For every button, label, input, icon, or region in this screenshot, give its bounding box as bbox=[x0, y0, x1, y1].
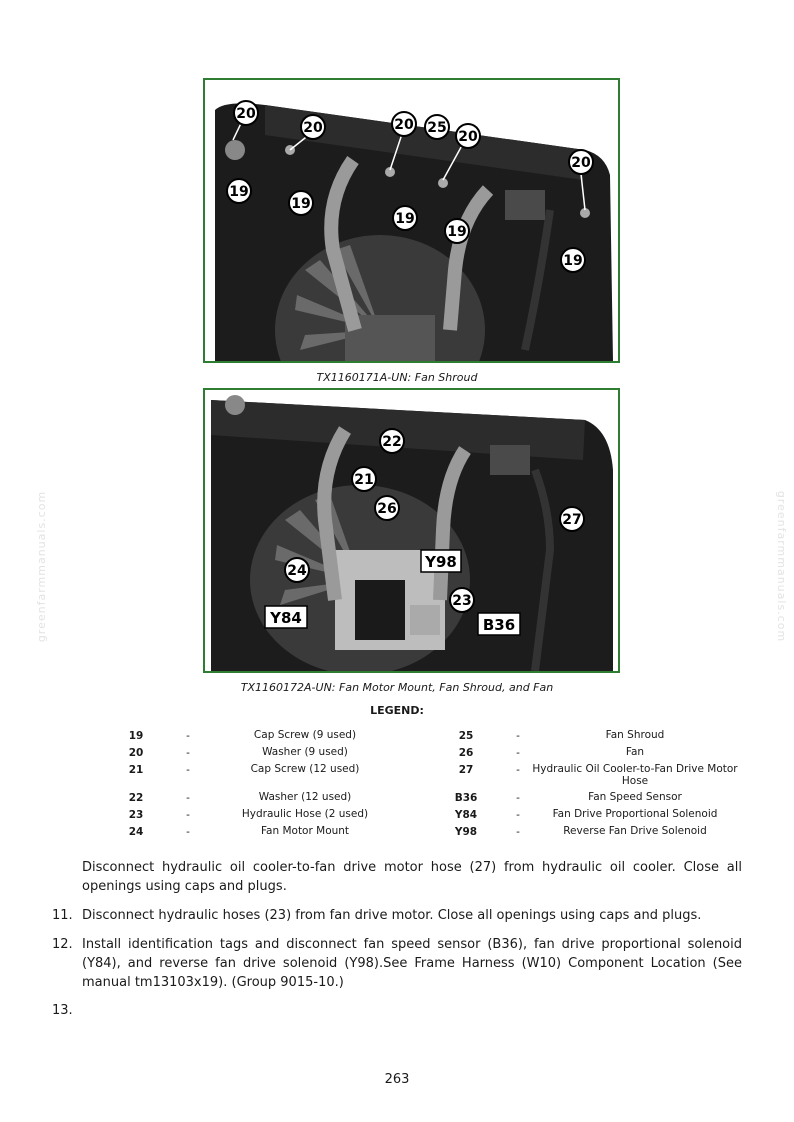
legend-dash: - bbox=[186, 809, 190, 821]
callout-label bbox=[478, 613, 520, 635]
svg-text:19: 19 bbox=[447, 224, 467, 240]
step-text bbox=[82, 1001, 742, 1020]
legend-num: 26 bbox=[458, 747, 474, 759]
legend-desc: Fan Drive Proportional Solenoid bbox=[552, 808, 718, 820]
figure-caption: TX1160171A-UN: Fan Shroud bbox=[316, 371, 478, 384]
legend-num: Y84 bbox=[454, 809, 478, 821]
callout-bubble bbox=[234, 101, 258, 125]
step-text: Disconnect hydraulic hoses (23) from fan drive motor. Close all openings using caps and plugs. bbox=[82, 908, 702, 923]
legend-desc: Hydraulic Hose (2 used) bbox=[241, 808, 369, 820]
legend-title: LEGEND: bbox=[370, 704, 424, 717]
svg-text:Y84: Y84 bbox=[270, 609, 302, 627]
step-number: 11. bbox=[52, 908, 73, 923]
legend-desc: Washer (9 used) bbox=[262, 746, 348, 758]
legend-dash: - bbox=[186, 826, 190, 838]
legend-dash: - bbox=[186, 747, 190, 759]
legend-desc: Fan Shroud bbox=[605, 729, 665, 741]
step-item bbox=[52, 1001, 742, 1020]
legend-desc: Cap Screw (12 used) bbox=[250, 763, 360, 775]
callout-bubble bbox=[569, 150, 593, 174]
legend-dash: - bbox=[516, 730, 520, 742]
legend-num: 27 bbox=[458, 764, 474, 776]
legend-num: 25 bbox=[458, 730, 474, 742]
page-number: 263 bbox=[384, 1072, 410, 1087]
callout-bubble bbox=[445, 219, 469, 243]
legend-num: 20 bbox=[128, 747, 144, 759]
svg-text:24: 24 bbox=[287, 563, 307, 579]
svg-text:B36: B36 bbox=[482, 616, 516, 634]
callout-bubble bbox=[392, 112, 416, 136]
legend-dash: - bbox=[516, 792, 520, 804]
figure-caption: TX1160172A-UN: Fan Motor Mount, Fan Shroud, and Fan bbox=[240, 681, 554, 694]
legend-dash: - bbox=[516, 809, 520, 821]
callout-bubble bbox=[227, 179, 251, 203]
fig1-callouts bbox=[203, 78, 620, 363]
legend-num: 24 bbox=[128, 826, 144, 838]
legend-row bbox=[88, 792, 748, 809]
callout-bubble bbox=[352, 467, 376, 491]
svg-text:23: 23 bbox=[452, 593, 472, 609]
callout-bubble bbox=[285, 558, 309, 582]
legend-desc: Fan Speed Sensor bbox=[588, 791, 682, 803]
legend-num: Y98 bbox=[454, 826, 478, 838]
callout-label bbox=[421, 550, 461, 572]
legend-num: B36 bbox=[454, 792, 478, 804]
svg-text:27: 27 bbox=[562, 512, 582, 528]
callout-bubble bbox=[450, 588, 474, 612]
callout-bubble bbox=[393, 206, 417, 230]
legend-num: 21 bbox=[128, 764, 144, 776]
legend-num: 22 bbox=[128, 792, 144, 804]
svg-text:25: 25 bbox=[427, 120, 447, 136]
svg-text:22: 22 bbox=[382, 434, 402, 450]
legend-dash: - bbox=[186, 764, 190, 776]
svg-text:19: 19 bbox=[563, 253, 583, 269]
svg-text:19: 19 bbox=[229, 184, 249, 200]
legend-dash: - bbox=[186, 792, 190, 804]
legend-row bbox=[88, 809, 748, 826]
legend-desc: Washer (12 used) bbox=[258, 791, 352, 803]
legend-desc: Fan Motor Mount bbox=[260, 825, 350, 837]
callout-bubble bbox=[289, 191, 313, 215]
svg-text:19: 19 bbox=[291, 196, 311, 212]
watermark-right: greenfarmmanuals.com bbox=[775, 490, 789, 643]
callout-bubble bbox=[380, 429, 404, 453]
callout-bubble bbox=[375, 496, 399, 520]
callout-bubble bbox=[561, 248, 585, 272]
svg-text:19: 19 bbox=[395, 211, 415, 227]
callout-bubble bbox=[301, 115, 325, 139]
svg-text:20: 20 bbox=[303, 120, 323, 136]
step-item bbox=[52, 906, 742, 925]
legend-dash: - bbox=[516, 826, 520, 838]
svg-text:20: 20 bbox=[236, 106, 256, 122]
instruction-paragraph: Disconnect hydraulic oil cooler-to-fan drive motor hose (27) from hydraulic oil cooler. Close all openings using caps and plugs. bbox=[82, 860, 742, 894]
legend-row bbox=[88, 764, 748, 792]
svg-text:26: 26 bbox=[377, 501, 397, 517]
legend-table bbox=[88, 730, 748, 843]
svg-text:Y98: Y98 bbox=[425, 553, 457, 571]
legend-dash: - bbox=[186, 730, 190, 742]
watermark-left: greenfarmmanuals.com bbox=[35, 490, 49, 643]
legend-dash: - bbox=[516, 764, 520, 776]
step-text: Install identification tags and disconnect fan speed sensor (B36), fan drive proportional solenoid (Y84), and reverse fan drive solenoid (Y98).See Frame Harness (W10) Component Location (See manual tm13103x19). (Group 9015-10.) bbox=[82, 937, 742, 990]
legend-desc: Fan bbox=[625, 746, 645, 758]
callout-bubble bbox=[456, 124, 480, 148]
step-number: 12. bbox=[52, 937, 73, 952]
step-item bbox=[52, 935, 742, 992]
callout-bubble bbox=[425, 115, 449, 139]
fig2-callouts bbox=[203, 388, 620, 673]
svg-text:21: 21 bbox=[354, 472, 374, 488]
callout-bubble bbox=[560, 507, 584, 531]
callout-label bbox=[265, 606, 307, 628]
legend-row bbox=[88, 826, 748, 843]
legend-desc: Hydraulic Oil Cooler-to-Fan Drive Motor Hose bbox=[532, 763, 738, 787]
step-number: 13. bbox=[52, 1003, 73, 1018]
legend-desc: Reverse Fan Drive Solenoid bbox=[563, 825, 707, 837]
svg-text:20: 20 bbox=[458, 129, 478, 145]
legend-desc: Cap Screw (9 used) bbox=[253, 729, 357, 741]
legend-row bbox=[88, 730, 748, 747]
legend-dash: - bbox=[516, 747, 520, 759]
svg-text:20: 20 bbox=[571, 155, 591, 171]
legend-num: 23 bbox=[128, 809, 144, 821]
legend-row bbox=[88, 747, 748, 764]
svg-text:20: 20 bbox=[394, 117, 414, 133]
legend-num: 19 bbox=[128, 730, 144, 742]
